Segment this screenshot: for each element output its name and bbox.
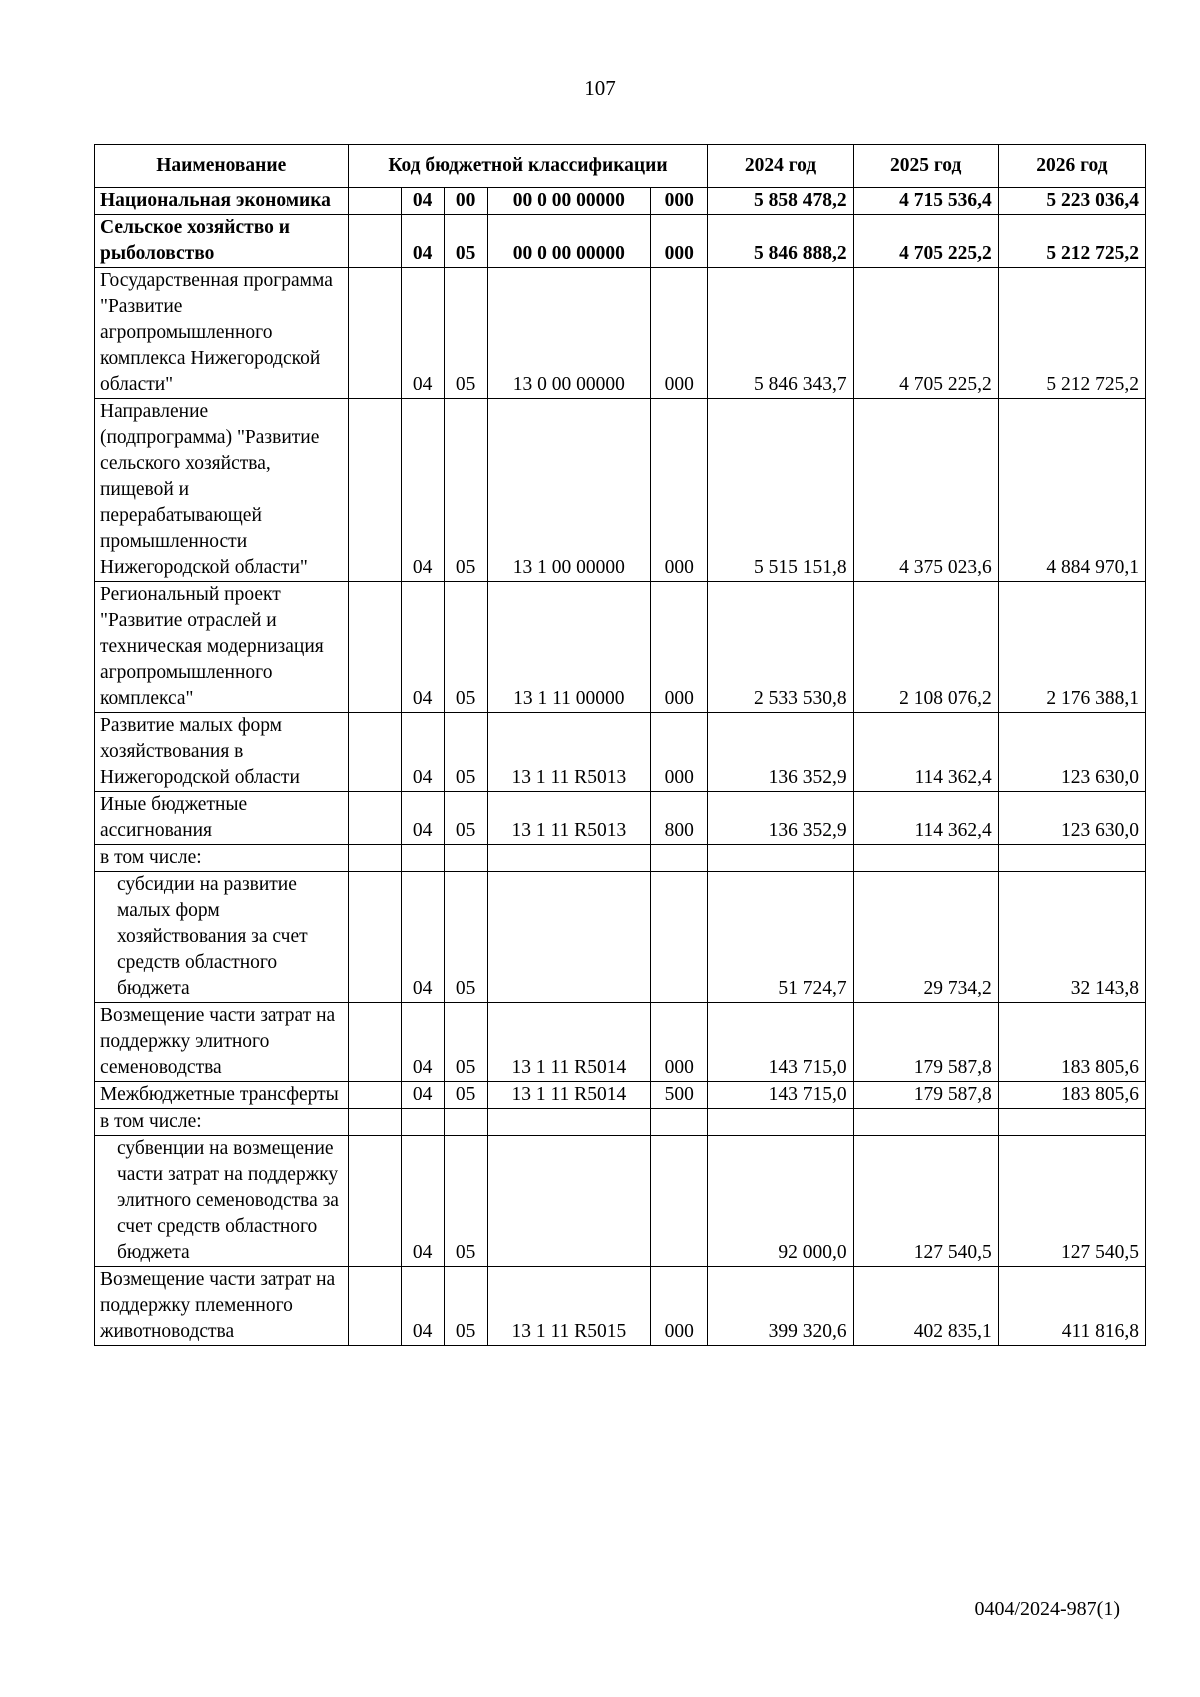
cell-2024: 143 715,0: [708, 1082, 853, 1109]
cell-2025: 2 108 076,2: [853, 582, 998, 713]
cell-2025: 4 375 023,6: [853, 399, 998, 582]
header-2025: 2025 год: [853, 145, 998, 188]
cell-2025: 4 705 225,2: [853, 268, 998, 399]
budget-table: [94, 144, 1146, 1346]
cell-blank: [348, 713, 401, 792]
cell-name: Возмещение части затрат на поддержку элитного семеноводства: [95, 1003, 349, 1082]
cell-2026: 5 212 725,2: [998, 215, 1145, 268]
table-row: [95, 1082, 1146, 1109]
cell-2025: 402 835,1: [853, 1267, 998, 1346]
cell-2024: [708, 1109, 853, 1136]
cell-target-article: 13 1 11 R5015: [487, 1267, 651, 1346]
cell-2025: 127 540,5: [853, 1136, 998, 1267]
cell-expense-type: 000: [651, 713, 708, 792]
cell-2026: 183 805,6: [998, 1003, 1145, 1082]
cell-2024: [708, 845, 853, 872]
cell-name: в том числе:: [95, 845, 349, 872]
cell-2025: [853, 845, 998, 872]
cell-name: субсидии на развитие малых форм хозяйствования за счет средств областного бюджета: [95, 872, 349, 1003]
cell-2024: 5 858 478,2: [708, 188, 853, 215]
cell-subsection: 05: [444, 582, 487, 713]
cell-blank: [348, 399, 401, 582]
cell-section: 04: [401, 268, 444, 399]
cell-section: 04: [401, 582, 444, 713]
cell-target-article: [487, 845, 651, 872]
cell-2026: 123 630,0: [998, 792, 1145, 845]
cell-target-article: 13 1 00 00000: [487, 399, 651, 582]
cell-subsection: 05: [444, 215, 487, 268]
table-row: [95, 1109, 1146, 1136]
cell-expense-type: 000: [651, 399, 708, 582]
document-code: 0404/2024-987(1): [974, 1598, 1120, 1620]
table-row: [95, 215, 1146, 268]
cell-2026: [998, 1109, 1145, 1136]
cell-2024: 2 533 530,8: [708, 582, 853, 713]
cell-2025: [853, 1109, 998, 1136]
table-row: [95, 872, 1146, 1003]
cell-expense-type: 000: [651, 582, 708, 713]
cell-target-article: [487, 1136, 651, 1267]
cell-name: Иные бюджетные ассигнования: [95, 792, 349, 845]
cell-expense-type: 000: [651, 1267, 708, 1346]
cell-2026: 5 212 725,2: [998, 268, 1145, 399]
cell-2025: 114 362,4: [853, 792, 998, 845]
cell-2024: 143 715,0: [708, 1003, 853, 1082]
cell-2024: 92 000,0: [708, 1136, 853, 1267]
cell-expense-type: 000: [651, 1003, 708, 1082]
cell-blank: [348, 188, 401, 215]
table-row: [95, 713, 1146, 792]
cell-2026: 32 143,8: [998, 872, 1145, 1003]
cell-section: 04: [401, 792, 444, 845]
cell-subsection: 05: [444, 399, 487, 582]
cell-2024: 51 724,7: [708, 872, 853, 1003]
cell-2024: 5 515 151,8: [708, 399, 853, 582]
cell-name: Региональный проект "Развитие отраслей и техническая модернизация агропромышленного комплекса": [95, 582, 349, 713]
header-code: Код бюджетной классификации: [348, 145, 708, 188]
cell-target-article: 13 1 11 R5013: [487, 713, 651, 792]
cell-section: [401, 845, 444, 872]
cell-expense-type: [651, 872, 708, 1003]
cell-blank: [348, 1082, 401, 1109]
cell-name: Межбюджетные трансферты: [95, 1082, 349, 1109]
cell-section: 04: [401, 215, 444, 268]
cell-name: Государственная программа "Развитие агропромышленного комплекса Нижегородской области": [95, 268, 349, 399]
cell-2026: 4 884 970,1: [998, 399, 1145, 582]
cell-subsection: 05: [444, 872, 487, 1003]
cell-subsection: 05: [444, 1267, 487, 1346]
header-2026: 2026 год: [998, 145, 1145, 188]
cell-2026: 123 630,0: [998, 713, 1145, 792]
cell-section: [401, 1109, 444, 1136]
cell-subsection: 05: [444, 713, 487, 792]
cell-name: Направление (подпрограмма) "Развитие сельского хозяйства, пищевой и перерабатывающей промышленности Нижегородской области": [95, 399, 349, 582]
cell-subsection: [444, 845, 487, 872]
cell-section: 04: [401, 399, 444, 582]
cell-blank: [348, 1267, 401, 1346]
cell-expense-type: 500: [651, 1082, 708, 1109]
cell-subsection: 05: [444, 1136, 487, 1267]
cell-name: Развитие малых форм хозяйствования в Нижегородской области: [95, 713, 349, 792]
cell-blank: [348, 872, 401, 1003]
cell-target-article: 13 1 11 R5013: [487, 792, 651, 845]
cell-name: Сельское хозяйство и рыболовство: [95, 215, 349, 268]
cell-section: 04: [401, 713, 444, 792]
header-2024: 2024 год: [708, 145, 853, 188]
table-row: [95, 268, 1146, 399]
cell-name: Возмещение части затрат на поддержку племенного животноводства: [95, 1267, 349, 1346]
cell-2026: 5 223 036,4: [998, 188, 1145, 215]
table-body: [95, 188, 1146, 1346]
cell-2024: 5 846 888,2: [708, 215, 853, 268]
cell-2025: 179 587,8: [853, 1082, 998, 1109]
cell-target-article: 00 0 00 00000: [487, 188, 651, 215]
cell-blank: [348, 215, 401, 268]
table-row: [95, 792, 1146, 845]
table-row: [95, 399, 1146, 582]
cell-target-article: [487, 872, 651, 1003]
cell-subsection: 05: [444, 1003, 487, 1082]
cell-target-article: 13 1 11 R5014: [487, 1082, 651, 1109]
cell-blank: [348, 845, 401, 872]
cell-subsection: 05: [444, 1082, 487, 1109]
table-row: [95, 188, 1146, 215]
cell-subsection: 05: [444, 268, 487, 399]
header-name: Наименование: [95, 145, 349, 188]
table-row: [95, 1136, 1146, 1267]
cell-2024: 136 352,9: [708, 792, 853, 845]
cell-target-article: [487, 1109, 651, 1136]
cell-2026: 2 176 388,1: [998, 582, 1145, 713]
cell-name: субвенции на возмещение части затрат на поддержку элитного семеноводства за счет средств областного бюджета: [95, 1136, 349, 1267]
cell-2025: 114 362,4: [853, 713, 998, 792]
table-row: [95, 582, 1146, 713]
cell-target-article: 00 0 00 00000: [487, 215, 651, 268]
page-number: 107: [584, 76, 616, 100]
cell-2026: 183 805,6: [998, 1082, 1145, 1109]
cell-2026: 127 540,5: [998, 1136, 1145, 1267]
cell-2026: 411 816,8: [998, 1267, 1145, 1346]
table-row: [95, 1267, 1146, 1346]
cell-expense-type: 000: [651, 268, 708, 399]
cell-section: 04: [401, 1136, 444, 1267]
cell-blank: [348, 1109, 401, 1136]
cell-2024: 399 320,6: [708, 1267, 853, 1346]
cell-section: 04: [401, 1267, 444, 1346]
cell-expense-type: 000: [651, 188, 708, 215]
cell-expense-type: [651, 1109, 708, 1136]
cell-2024: 5 846 343,7: [708, 268, 853, 399]
cell-blank: [348, 582, 401, 713]
cell-blank: [348, 792, 401, 845]
cell-target-article: 13 0 00 00000: [487, 268, 651, 399]
cell-section: 04: [401, 872, 444, 1003]
cell-name: в том числе:: [95, 1109, 349, 1136]
cell-2025: 4 705 225,2: [853, 215, 998, 268]
cell-section: 04: [401, 1003, 444, 1082]
cell-blank: [348, 1136, 401, 1267]
cell-blank: [348, 1003, 401, 1082]
cell-expense-type: 000: [651, 215, 708, 268]
cell-2025: 179 587,8: [853, 1003, 998, 1082]
cell-2024: 136 352,9: [708, 713, 853, 792]
cell-expense-type: 800: [651, 792, 708, 845]
table-header-row: [95, 145, 1146, 188]
cell-subsection: [444, 1109, 487, 1136]
cell-section: 04: [401, 188, 444, 215]
cell-section: 04: [401, 1082, 444, 1109]
cell-subsection: 00: [444, 188, 487, 215]
cell-2025: 4 715 536,4: [853, 188, 998, 215]
cell-blank: [348, 268, 401, 399]
table-row: [95, 1003, 1146, 1082]
cell-name: Национальная экономика: [95, 188, 349, 215]
cell-expense-type: [651, 1136, 708, 1267]
cell-target-article: 13 1 11 00000: [487, 582, 651, 713]
cell-2026: [998, 845, 1145, 872]
cell-subsection: 05: [444, 792, 487, 845]
cell-2025: 29 734,2: [853, 872, 998, 1003]
cell-expense-type: [651, 845, 708, 872]
cell-target-article: 13 1 11 R5014: [487, 1003, 651, 1082]
table-row: [95, 845, 1146, 872]
